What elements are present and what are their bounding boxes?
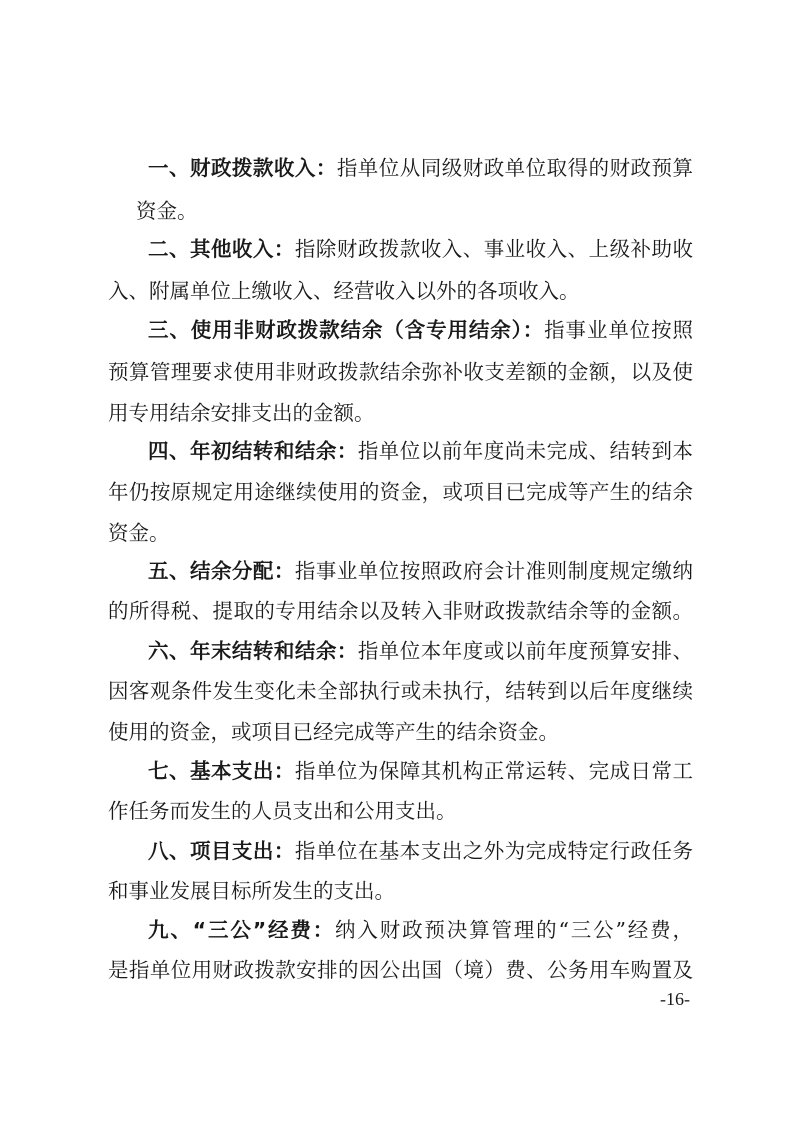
definition-term: 二、其他收入：	[148, 237, 295, 261]
definition-text: 指单位从同级财政单位取得的财政预算	[336, 156, 694, 180]
paragraph-line: 和事业发展目标所发生的支出。	[108, 879, 395, 903]
paragraph-line: 预算管理要求使用非财政拨款结余弥补收支差额的金额，以及使	[108, 360, 693, 384]
definition-term: 六、年末结转和结余：	[148, 639, 358, 663]
paragraph-line	[148, 637, 693, 665]
paragraph-line: 用专用结余安排支出的金额。	[108, 401, 375, 425]
paragraph-line: 入、附属单位上缴收入、经营收入以外的各项收入。	[108, 279, 580, 303]
paragraph-line: 因客观条件发生变化未全部执行或未执行，结转到以后年度继续	[108, 679, 693, 703]
paragraph-line	[148, 837, 693, 865]
paragraph-line	[148, 437, 693, 465]
paragraph-line: 年仍按原规定用途继续使用的资金，或项目已完成等产生的结余	[108, 480, 693, 504]
definition-term: 四、年初结转和结余：	[148, 439, 358, 463]
definition-text: 指单位在基本支出之外为完成特定行政任务	[294, 839, 694, 863]
definition-term: 七、基本支出：	[148, 759, 295, 783]
definition-term: 三、使用非财政拨款结余（含专用结余）：	[148, 318, 545, 342]
definition-text: 纳入财政预决算管理的“三公”经费，	[335, 918, 693, 942]
definition-term: 八、项目支出：	[148, 839, 295, 863]
paragraph-line	[148, 557, 693, 585]
paragraph-line	[148, 235, 693, 263]
paragraph-line: 资金。	[108, 521, 170, 545]
paragraph-line	[148, 916, 693, 944]
paragraph-line	[148, 154, 693, 182]
paragraph-line: 使用的资金，或项目已经完成等产生的结余资金。	[108, 720, 559, 744]
definition-text: 指事业单位按照政府会计准则制度规定缴纳	[294, 559, 694, 583]
definition-term: 九、“三公”经费：	[148, 918, 336, 942]
definition-text: 指单位以前年度尚未完成、结转到本	[357, 439, 694, 463]
definition-text: 指事业单位按照	[544, 318, 694, 342]
paragraph-line: 是指单位用财政拨款安排的因公出国（境）费、公务用车购置及	[108, 958, 693, 982]
definition-text: 指除财政拨款收入、事业收入、上级补助收	[294, 237, 694, 261]
definition-term: 一、财政拨款收入：	[148, 156, 337, 180]
paragraph-line	[148, 757, 693, 785]
paragraph-line	[148, 316, 693, 344]
page-number: -16-	[660, 989, 690, 1009]
definition-text: 指单位为保障其机构正常运转、完成日常工	[294, 759, 694, 783]
paragraph-line: 作任务而发生的人员支出和公用支出。	[108, 799, 457, 823]
paragraph-line: 的所得税、提取的专用结余以及转入非财政拨款结余等的金额。	[108, 599, 693, 623]
definition-text: 指单位本年度或以前年度预算安排、	[357, 639, 694, 663]
paragraph-line: 资金。	[136, 199, 198, 223]
definition-term: 五、结余分配：	[148, 559, 295, 583]
